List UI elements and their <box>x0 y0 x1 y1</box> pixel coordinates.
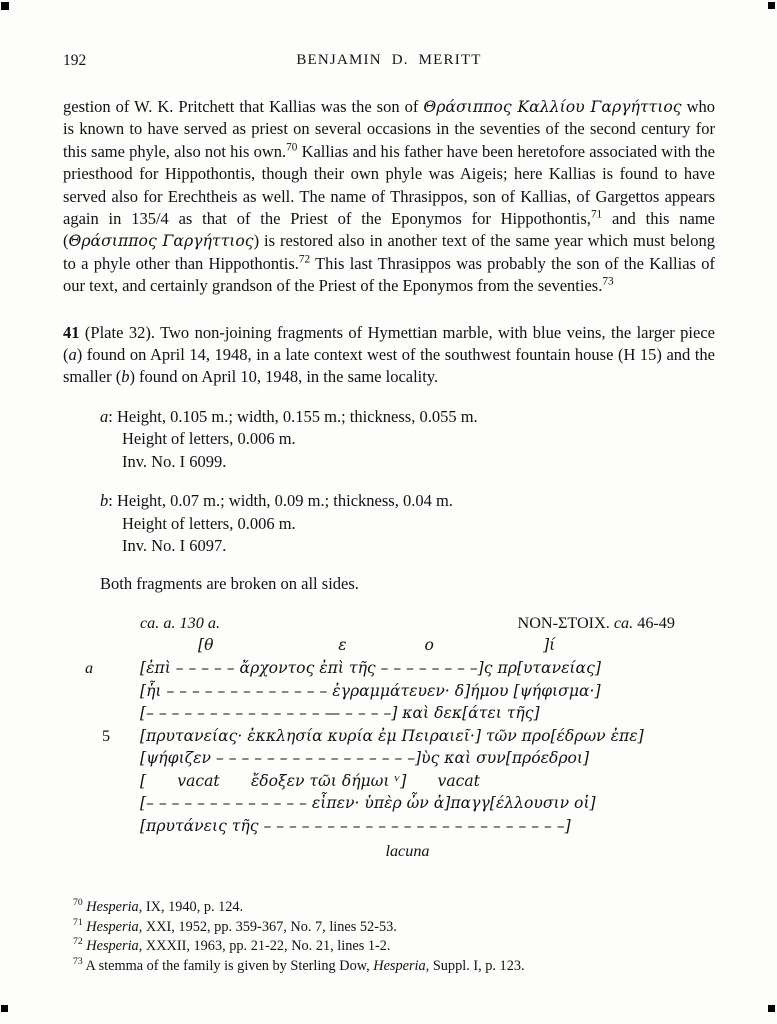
footnote-71: $^{71}$ Hesperia, XXI, 1952, pp. 359-367, No. 7, lines 52-53. <box>73 917 397 935</box>
scan-artifact-top-right <box>768 2 775 9</box>
lacuna-label: lacuna <box>385 841 430 860</box>
inscription-line-7 <box>140 770 675 793</box>
footnote-72: $^{72}$ Hesperia, XXXII, 1963, pp. 21-22, No. 21, lines 1-2. <box>73 936 391 955</box>
running-header-title: BENJAMIN D. MERITT <box>296 52 482 68</box>
scan-artifact-bottom-right <box>768 1005 775 1012</box>
fragment-a-inventory-line: Inv. No. I 6099. <box>122 451 227 471</box>
inscription-line-9 <box>140 815 675 838</box>
inscription-text: [πρυτάνεις τῆς – – – – – – – – – – – – – – – – – – – – – – – –] <box>140 817 571 836</box>
fragment-b-letters-line: Height of letters, 0.006 m. <box>122 513 296 533</box>
inscription-stoichedon-label: ΝΟΝ-ΣΤΟΙΧ. ca. 46-49 <box>517 613 675 632</box>
page-content <box>63 0 715 977</box>
inscription-text: [ἐπὶ – – – – – ἄρχοντος ἐπὶ τῆς – – – – – – – –]ς πρ[υτανείας] <box>140 658 601 677</box>
fragment-a-measurements <box>63 406 715 473</box>
inscription-header-row <box>140 612 675 635</box>
broken-note: Both fragments are broken on all sides. <box>100 574 359 594</box>
footnote-73: $^{73}$ A stemma of the family is given by Sterling Dow, Hesperia, Suppl. I, p. 123. <box>73 956 525 975</box>
inscription-line-8 <box>140 792 675 815</box>
inscription-line-4 <box>140 702 675 725</box>
fragment-a-letters-line: Height of letters, 0.006 m. <box>122 429 296 449</box>
running-head <box>63 52 715 72</box>
inscription-date-label: ca. a. 130 a. <box>140 613 221 632</box>
inscription-text: [ἧι – – – – – – – – – – – – – ἐγραμμάτευεν· δ]ήμου [ψήφισμα·] <box>140 681 601 700</box>
inscription-line-6 <box>140 747 675 770</box>
body-paragraph-continuation: gestion of W. K. Pritchett that Kallias was the son of Θράσιππος Καλλίου Γαργήττιος who is known to have served as priest on several occasions in the seventies of the second century for this same phyle, also not his own.$^{70}$ Kallias and his father have been heretofore associated with the priesthood for Hippothontis, though their own phyle was Aigeis; here Kallias is found to have served also for Erechtheis as well. The name of Thrasippos, son of Kallias, of Gargettos appears again in 135/4 as that of the Priest of the Eponymos for Hippothontis,$^{71}$ and this name (Θράσιππος Γαργήττιος) is restored also in another text of the same year which must belong to a phyle other than Hippothontis.$^{72}$ This last Thrasippos was probably the son of the Kallias of our text, and certainly grandson of the Priest of the Eponymos from the seventies.$^{73}$ <box>63 97 716 296</box>
scan-artifact-bottom-left <box>1 1005 8 1012</box>
inscription-line-2 <box>85 657 675 680</box>
line-number-5: 5 <box>102 726 111 745</box>
footnote-70: $^{70}$ Hesperia, IX, 1940, p. 124. <box>73 897 244 916</box>
inscription-text: [ vacat ἔδοξεν τῶι δήμωι ᵛ] vacat <box>140 771 480 790</box>
page-number: 192 <box>63 52 87 69</box>
inscription-text: [– – – – – – – – – – – – – – — – – – –] καὶ δεκ[άτει τῆς] <box>140 704 540 723</box>
fragment-b-inventory-line: Inv. No. I 6097. <box>122 535 227 555</box>
footnotes-section <box>63 898 715 976</box>
inscription-block <box>63 612 715 863</box>
fragment-b-head-line: b: Height, 0.07 m.; width, 0.09 m.; thickness, 0.04 m. <box>100 491 453 511</box>
inscription-text: [πρυτανείας· ἐκκλησία κυρία ἐμ Πειραιεῖ·] τῶν προ[έδρων ἐπε] <box>140 726 644 745</box>
fragment-b-measurements <box>63 490 715 557</box>
scan-artifact-top-left <box>1 2 9 10</box>
entry-41-paragraph: 41 (Plate 32). Two non-joining fragments of Hymettian marble, with blue veins, the larger piece (a) found on April 14, 1948, in a late context west of the southwest fountain house (H 15) and the smaller (b) found on April 10, 1948, in the same locality. <box>63 322 715 387</box>
fragment-a-head-line: a: Height, 0.105 m.; width, 0.155 m.; thickness, 0.055 m. <box>100 406 478 426</box>
inscription-invocation-line: [θ ε ο ]ί <box>198 636 556 655</box>
inscription-text: [ψήφιζεν – – – – – – – – – – – – – – – –]ὺς καὶ συν[πρόεδροι] <box>140 749 590 768</box>
inscription-column <box>85 612 675 863</box>
fragment-gutter-label: a <box>85 658 94 677</box>
inscription-line-5 <box>102 725 675 748</box>
inscription-line-3 <box>140 680 675 703</box>
inscription-text: [– – – – – – – – – – – – – εἶπεν· ὑπὲρ ὧν ἀ]παγγ[έλλουσιν οἱ] <box>140 794 596 813</box>
